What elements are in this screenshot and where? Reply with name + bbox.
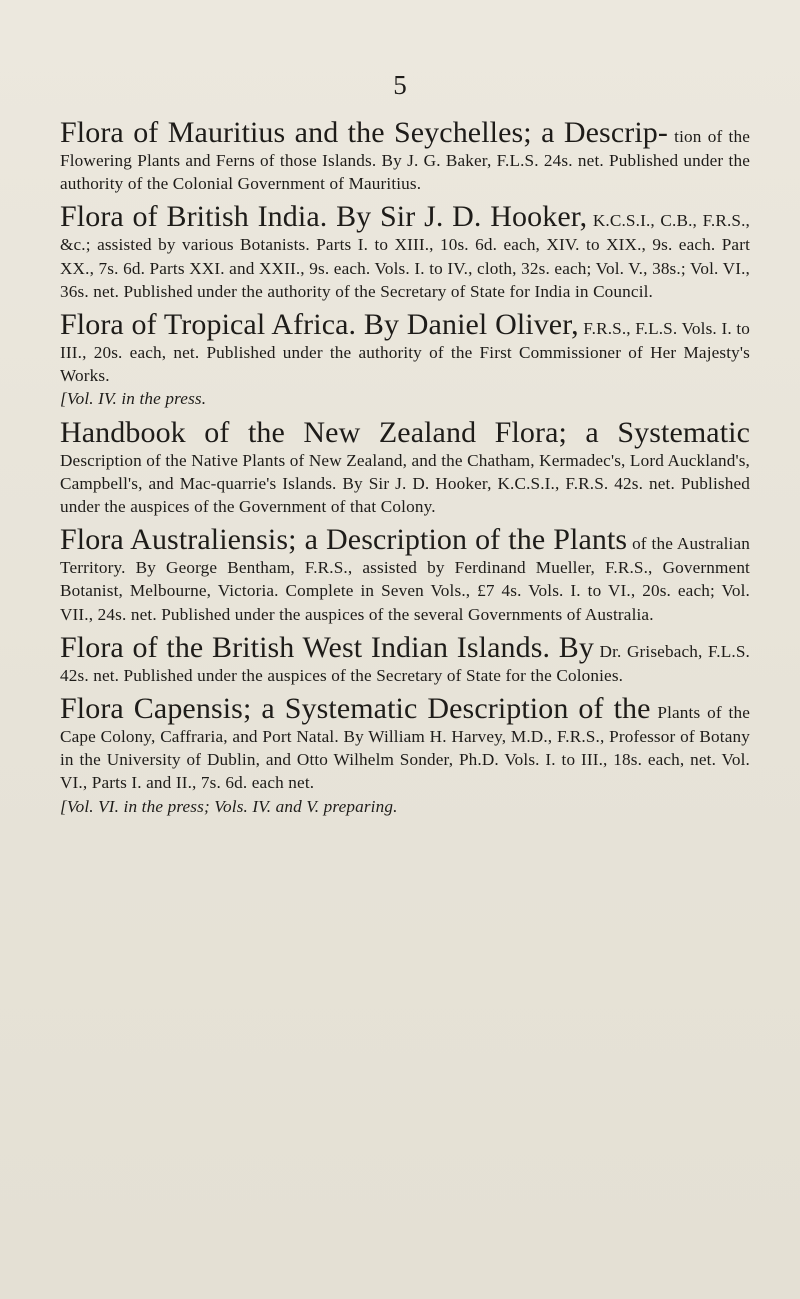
book-entry-west-indies	[60, 632, 750, 687]
book-title: Flora of Tropical Africa.	[60, 308, 357, 342]
book-title: Flora Capensis	[60, 692, 243, 726]
entry-text	[60, 417, 750, 519]
edition-note	[60, 387, 750, 410]
book-description: of the Australian Territory. By George Bentham, F.R.S., assisted by Ferdinand Mueller, F.R.S., Government Botanist, Melbourne, Victoria. Complete in Seven Vols., £7 4s. Vols. I. to VI., 20s. each; Vol. VII., 24s. net. Published under the auspices of the several Governments of Australia.	[60, 534, 750, 624]
edition-note-text: [Vol. VI. in the press; Vols. IV. and V. preparing.	[60, 796, 398, 816]
book-title: Flora of the British West Indian Islands.	[60, 630, 551, 664]
book-title-continuation: ; a Descrip-	[523, 116, 668, 149]
edition-note-text: [Vol. IV. in the press.	[60, 389, 207, 409]
book-description: K.C.S.I., C.B., F.R.S., &c.; assisted by various Botanists. Parts I. to XIII., 10s. 6d. each, XIV. to XIX., 9s. each. Part XX., 7s. 6d. Parts XXI. and XXII., 9s. each. Vols. I. to IV., cloth, 32s. each; Vol. V., 38s.; Vol. VI., 36s. net. Published under the authority of the Secretary of State for India in Council.	[60, 211, 751, 301]
entry-text	[60, 693, 750, 795]
book-title: Handbook of the New Zealand Flora	[60, 415, 559, 449]
book-list	[60, 117, 750, 824]
entry-text	[60, 632, 750, 687]
book-entry-mauritius-seychelles	[60, 117, 750, 195]
book-entry-capensis	[60, 693, 750, 818]
book-description: Plants of the Cape Colony, Caffraria, and Port Natal. By William H. Harvey, M.D., F.R.S., Professor of Botany in the University of Dublin, and Otto Wilhelm Sonder, Ph.D. Vols. I. to III., 18s. each, net. Vol. VI., Parts I. and II., 7s. 6d. each net.	[60, 703, 750, 793]
book-title-continuation: ; a Systematic Description of the	[242, 692, 651, 726]
book-title-continuation: By Sir J. D. Hooker,	[327, 200, 588, 234]
book-title: Flora Australiensis	[60, 523, 289, 557]
book-entry-tropical-africa	[60, 309, 750, 411]
book-entry-australiensis	[60, 524, 750, 626]
entry-text	[60, 201, 750, 303]
book-description: Dr. Grisebach, F.L.S. 42s. net. Published under the auspices of the Secretary of State for the Colonies.	[60, 641, 751, 685]
book-title: Flora of British India.	[60, 200, 328, 234]
book-title: Flora of Mauritius and the Seychelles	[60, 116, 524, 149]
book-description: F.R.S., F.L.S. Vols. I. to III., 20s. each, net. Published under the authority of the First Commissioner of Her Majesty's Works.	[60, 319, 751, 386]
entry-text	[60, 524, 750, 626]
book-entry-new-zealand	[60, 417, 750, 519]
book-title-continuation: ; a Systematic	[558, 415, 750, 449]
book-description: tion of the Flowering Plants and Ferns of those Islands. By J. G. Baker, F.L.S. 24s. net. Published under the authority of the Colonial Government of Mauritius.	[60, 127, 751, 194]
edition-note	[60, 795, 750, 818]
entry-text	[60, 117, 750, 195]
page-number: 5	[393, 70, 407, 100]
book-title-continuation: By Daniel Oliver,	[356, 308, 579, 342]
entry-text	[60, 309, 750, 387]
book-title-continuation: By	[550, 630, 594, 664]
book-description: Description of the Native Plants of New Zealand, and the Chatham, Kermadec's, Lord Auckland's, Campbell's, and Mac-quarrie's Islands. By Sir J. D. Hooker, K.C.S.I., F.R.S. 42s. net. Published under the auspices of the Government of that Colony.	[60, 450, 750, 517]
book-title-continuation: ; a Description of the Plants	[288, 523, 628, 557]
book-entry-british-india	[60, 201, 750, 303]
